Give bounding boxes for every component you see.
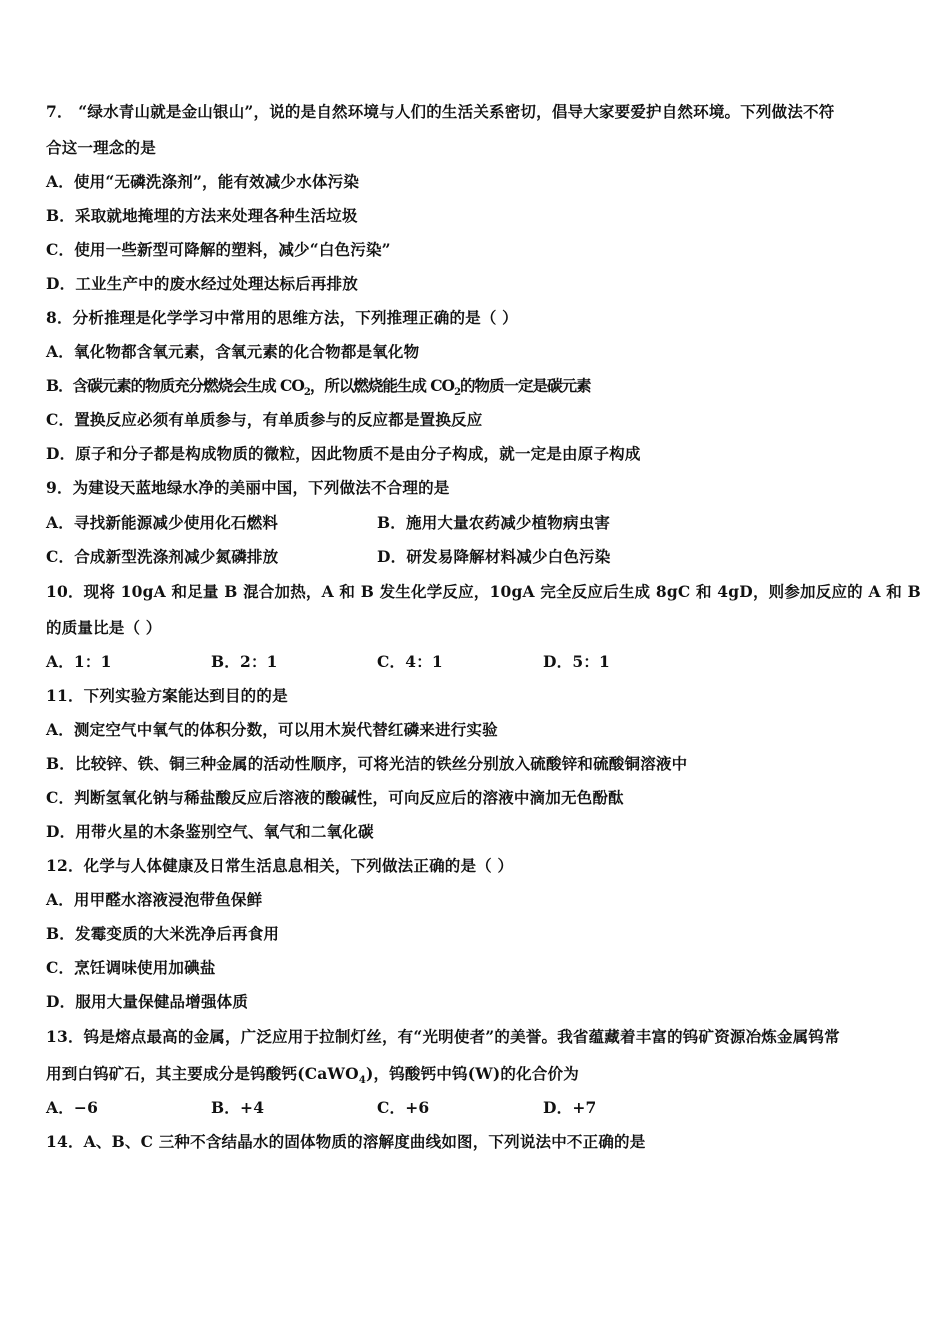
q10-options: [46, 652, 611, 672]
q10-stem-line2: 的质量比是（ ）: [46, 618, 162, 637]
q13-options: [46, 1098, 597, 1118]
co2-subscript: 2: [454, 387, 461, 399]
co2-subscript: 2: [303, 387, 310, 399]
cawo4-subscript: 4: [358, 1075, 366, 1087]
q10-stem-line1: 10．现将 10gA 和足量 B 混合加热，A 和 B 发生化学反应，10gA 完全反应后生成 8gC 和 4gD，则参加反应的 A 和 B: [46, 582, 921, 601]
q8-option-b-part3: 的物质一定是碳元素: [460, 376, 591, 395]
q9-option-a: A．寻找新能源减少使用化石燃料: [46, 513, 279, 532]
q12-option-c: C．烹饪调味使用加碘盐: [46, 958, 216, 977]
q13-stem-line1: 13．钨是熔点最高的金属，广泛应用于拉制灯丝，有“光明使者”的美誉。我省蕴藏着丰富的钨矿资源冶炼金属钨常: [46, 1027, 840, 1046]
q7-stem-line2: 合这一理念的是: [46, 138, 156, 157]
q9-options-row2: [46, 547, 611, 567]
q12-stem: 12．化学与人体健康及日常生活息息相关，下列做法正确的是（ ）: [46, 856, 514, 875]
q9-option-d: D．研发易降解材料减少白色污染: [377, 547, 611, 566]
q10-option-b: B．2：1: [211, 652, 278, 671]
q10-option-c: C．4：1: [377, 652, 443, 671]
q8-option-b-part2: ，所以燃烧能生成 CO: [309, 376, 455, 395]
q12-option-a: A．用甲醛水溶液浸泡带鱼保鲜: [46, 890, 263, 909]
q13-option-a: A．−6: [46, 1098, 99, 1117]
q8-option-b: [46, 376, 591, 399]
q7-option-c: C．使用一些新型可降解的塑料，减少“白色污染”: [46, 240, 391, 259]
q11-option-d: D．用带火星的木条鉴别空气、氧气和二氧化碳: [46, 822, 374, 841]
q12-option-d: D．服用大量保健品增强体质: [46, 992, 249, 1011]
q8-option-c: C．置换反应必须有单质参与，有单质参与的反应都是置换反应: [46, 410, 483, 429]
q13-stem-line2: [46, 1064, 579, 1087]
q9-option-c: C．合成新型洗涤剂减少氮磷排放: [46, 547, 279, 566]
q8-option-a: A．氧化物都含氧元素，含氧元素的化合物都是氧化物: [46, 342, 420, 361]
q13-stem-line2-part1: 用到白钨矿石，其主要成分是钨酸钙(CaWO: [46, 1064, 359, 1083]
q13-option-c: C．+6: [377, 1098, 430, 1117]
q7-option-d: D．工业生产中的废水经过处理达标后再排放: [46, 274, 358, 293]
q9-options-row1: [46, 513, 611, 533]
q9-stem: 9．为建设天蓝地绿水净的美丽中国，下列做法不合理的是: [46, 478, 450, 497]
q7-stem-line1: 7． “绿水青山就是金山银山”，说的是自然环境与人们的生活关系密切，倡导大家要爱护自然环境。下列做法不符: [46, 102, 835, 121]
q11-option-a: A．测定空气中氧气的体积分数，可以用木炭代替红磷来进行实验: [46, 720, 498, 739]
q7-option-a: A．使用“无磷洗涤剂”，能有效减少水体污染: [46, 172, 360, 191]
q8-option-d: D．原子和分子都是构成物质的微粒，因此物质不是由分子构成，就一定是由原子构成: [46, 444, 641, 463]
q14-stem: 14．A、B、C 三种不含结晶水的固体物质的溶解度曲线如图，下列说法中不正确的是: [46, 1132, 646, 1151]
q13-stem-line2-part2: )，钨酸钙中钨(W)的化合价为: [366, 1064, 579, 1083]
q13-option-b: B．+4: [211, 1098, 265, 1117]
q12-option-b: B．发霉变质的大米洗净后再食用: [46, 924, 280, 943]
q13-option-d: D．+7: [543, 1098, 597, 1117]
q11-option-c: C．判断氢氧化钠与稀盐酸反应后溶液的酸碱性，可向反应后的溶液中滴加无色酚酞: [46, 788, 624, 807]
q9-option-b: B．施用大量农药减少植物病虫害: [377, 513, 611, 532]
q10-option-a: A．1：1: [46, 652, 112, 671]
q10-option-d: D．5：1: [543, 652, 611, 671]
q11-option-b: B．比较锌、铁、铜三种金属的活动性顺序，可将光洁的铁丝分别放入硫酸锌和硫酸铜溶液中: [46, 754, 688, 773]
q8-stem: 8．分析推理是化学学习中常用的思维方法，下列推理正确的是（ ）: [46, 308, 518, 327]
q11-stem: 11．下列实验方案能达到目的的是: [46, 686, 288, 705]
q7-option-b: B．采取就地掩埋的方法来处理各种生活垃圾: [46, 206, 358, 225]
q8-option-b-part1: B．含碳元素的物质充分燃烧会生成 CO: [46, 376, 304, 395]
